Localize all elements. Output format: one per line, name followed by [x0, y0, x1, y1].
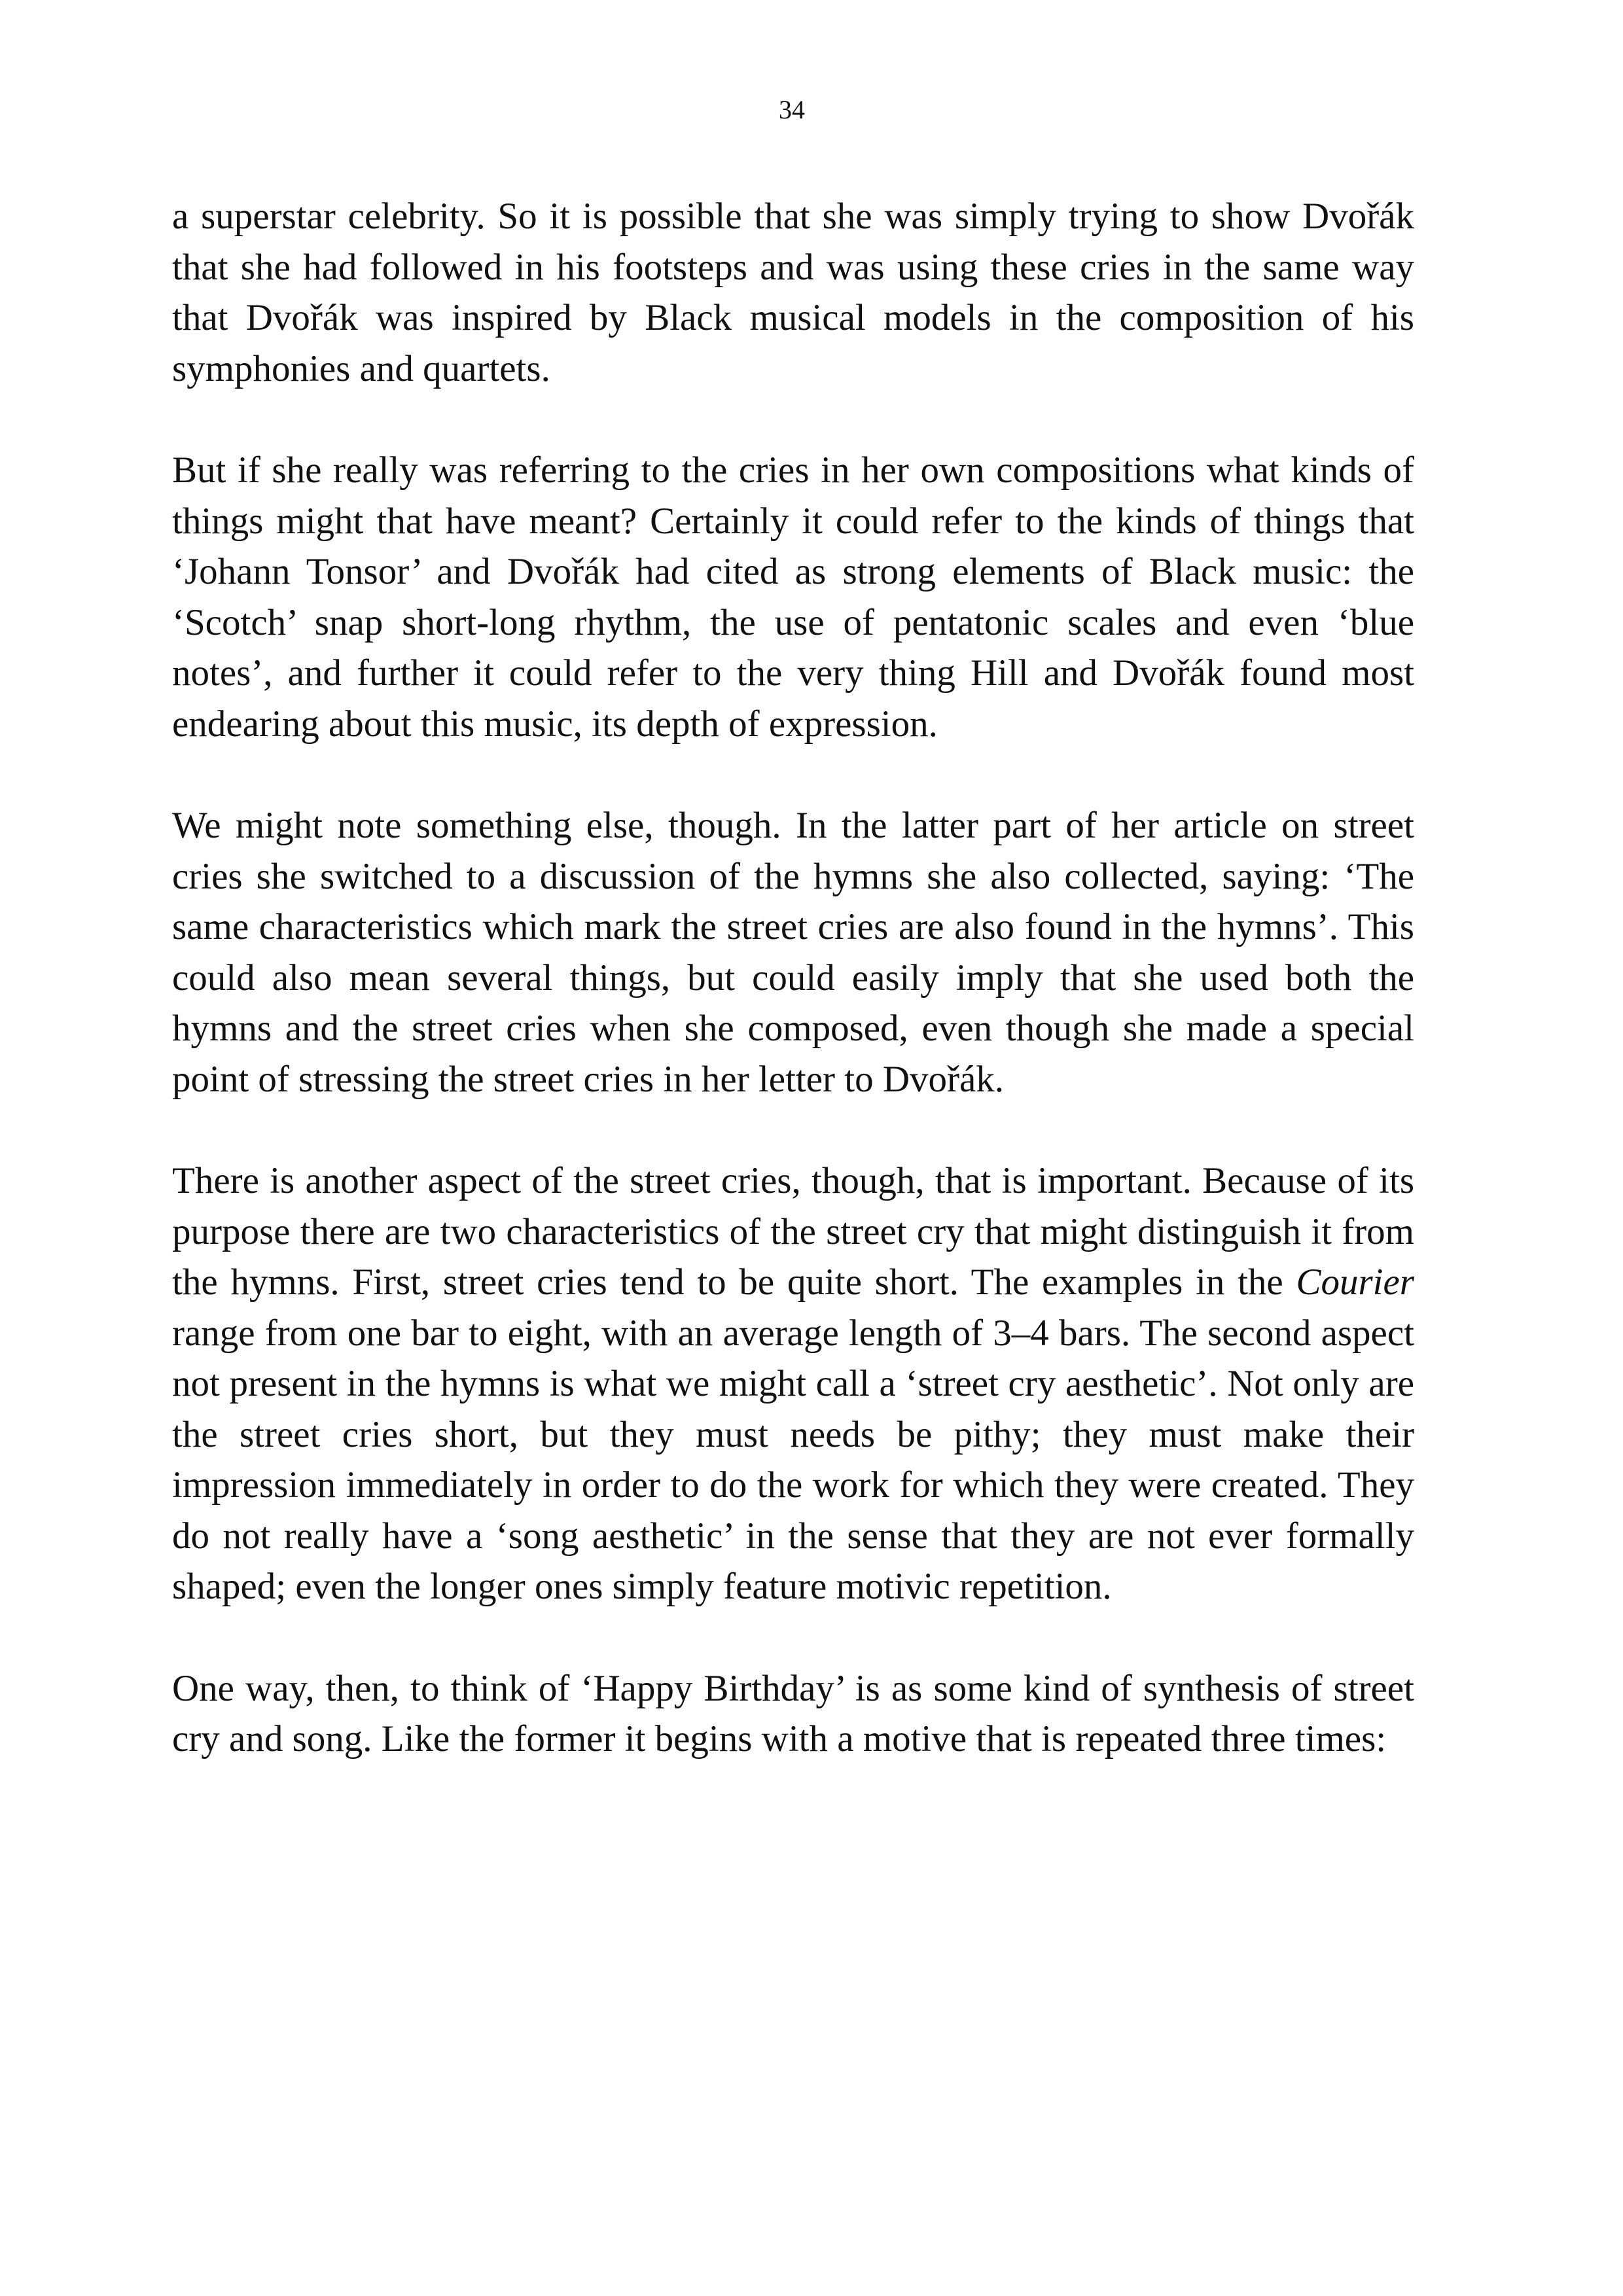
paragraph-4-text-end: range from one bar to eight, with an average length of 3–4 bars. The second aspect not present in the hymns is what we might call a ‘street cry aesthetic’. Not only are the street cries short, but they must needs be pithy; they must make their impression immediately in order to do the work for which they were created. They do not really have a ‘song aesthetic’ in the sense that they are not ever formally shaped; even the longer ones simply feature motivic repetition.: [172, 1312, 1414, 1607]
paragraph-4-text-start: There is another aspect of the street cries, though, that is important. Because of its purpose there are two characteristics of the street cry that might distinguish it from the hymns. First, street cries tend to be quite short. The examples in the: [172, 1160, 1414, 1303]
paragraph-3: We might note something else, though. In the latter part of her article on street cries she switched to a discussion of the hymns she also collected, saying: ‘The same characteristics which mark the street cries are also found in the hymns’. This could also mean several things, but could easily imply that she used both the hymns and the street cries when she composed, even though she made a special point of stressing the street cries in her letter to Dvořák.: [172, 805, 1414, 1100]
courier-italic-title: Courier: [1296, 1262, 1414, 1303]
paragraph-4: [172, 1156, 1414, 1612]
paragraph-2: But if she really was referring to the cries in her own compositions what kinds of things might that have meant? Certainly it could refer to the kinds of things that ‘Johann Tonsor’ and Dvořák had cited as strong elements of Black music: the ‘Scotch’ snap short-long rhythm, the use of pentatonic scales and even ‘blue notes’, and further it could refer to the very thing Hill and Dvořák found most endearing about this music, its depth of expression.: [172, 450, 1414, 745]
paragraph-1: a superstar celebrity. So it is possible that she was simply trying to show Dvořák that she had followed in his footsteps and was using these cries in the same way that Dvořák was inspired by Black musical models in the composition of his symphonies and quartets.: [172, 196, 1414, 389]
body-text: [172, 191, 1414, 1816]
paragraph-5: One way, then, to think of ‘Happy Birthday’ is as some kind of synthesis of street cry and song. Like the former it begins with a motive that is repeated three times:: [172, 1667, 1414, 1759]
page-number: 34: [779, 95, 805, 124]
